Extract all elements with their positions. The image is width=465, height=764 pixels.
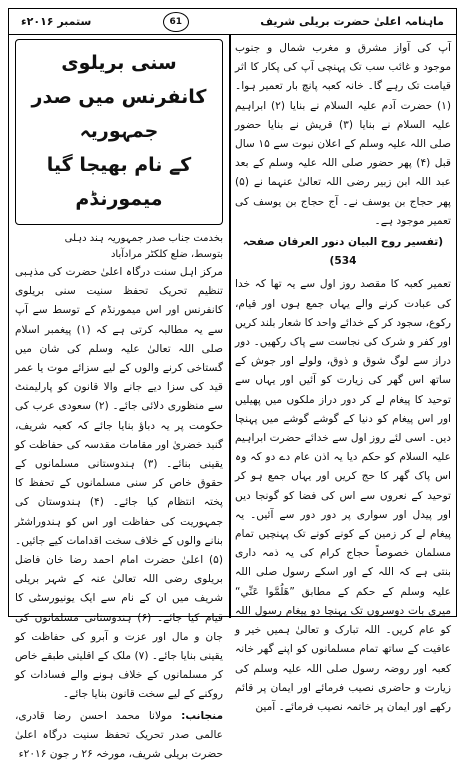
page-number: 61	[163, 12, 189, 32]
page-header	[9, 9, 456, 35]
memorandum-title-line-2: کے نام بھیجا گیا میمورنڈم	[46, 154, 192, 210]
memorandum-title-line-1: سنی بریلوی کانفرنس میں صدر جمہوریہ	[31, 52, 207, 142]
memorandum-body: مرکز اہل سنت درگاہ اعلیٰ حضرت کی مذہبی تنظیم تحریک تحفظ سنیت سنی بریلوی کانفرنس اور اس میمورنڈم کے توسط سے آپ سے یہ مطالبہ کرتی ہے کہ (۱) پیغمبر اسلام صلی اللہ تعالیٰ علیہ وسلم کی شان میں گستاخی کرنے والوں کے لیے سزائے موت یا عمر قید کی سزا دیے جانے والا قانون کو پارلیمنٹ سے منظوری دلائی جائے۔ (۲) سعودی عرب کی حکومت پر یہ دباؤ بنایا جائے کہ کعبہ شریف، گنبد خضریٰ اور مقامات مقدسہ کی حفاظت کو یقینی بنائے۔ (۳) ہندوستانی مسلمانوں کے حقوق خاص کر سنی مسلمانوں کے تحفظ کا پختہ انتظام کیا جائے۔ (۴) ہندوستان کی جمہوریت کی حفاظت اور اس کو ہندوراشٹر بنانے والوں کے خلاف سخت اقدامات کیے جائیں۔ (۵) اعلیٰ حضرت امام احمد رضا خان فاضل بریلوی رضی اللہ تعالیٰ عنہ کے شہر بریلی شریف میں ان کے نام سے ایک یونیورسٹی کا قیام کیا جائے۔ (۶) ہندوستانی مسلمانوں کی جان و مال اور عزت و آبرو کی حفاظت کو یقینی بنایا جائے۔ (۷) ملک کے اقلیتی طبقے خاص کر مسلمانوں کے خلاف ہونے والے فسادات کو روکنے کے لیے سخت قانون بنایا جائے۔	[15, 266, 223, 701]
address-block	[15, 231, 223, 263]
reference-citation: (تفسیر روح البیان دنور العرفان صفحہ 534)	[242, 236, 444, 268]
kaaba-history-paragraph: آپ کی آواز مشرق و مغرب شمال و جنوب موجود و غائب سب تک پہنچی آپ کی پکار کا اثر قیامت تک رہے گا۔ خانہ کعبہ پانچ بار تعمیر ہوا۔ (۱) حضرت آدم علیہ السلام نے بنایا (۲) ابراہیم علیہ السلام نے بنایا (۳) قریش نے بنایا حضور صلی اللہ علیہ وسلم کے اعلان نبوت سے ۱۵ سال قبل (۴) پھر حضور صلی اللہ علیہ وسلم کے بعد عبد اللہ ابن زبیر رضی اللہ تعالیٰ عنہما نے (۵) پھر حجاج بن یوسف نے۔ آج حجاج بن یوسف کی تعمیر موجود ہے۔	[235, 42, 452, 227]
address-line: بخدمت جناب صدر جمہوریہ ہند دہلی	[64, 233, 223, 244]
issue-date: ستمبر ۲۰۱۶ء	[21, 15, 92, 28]
magazine-title: ماہنامہ اعلیٰ حضرت بریلی شریف	[260, 15, 444, 28]
magazine-page	[8, 8, 457, 760]
left-column	[15, 39, 223, 764]
address-line: بتوسط، ضلع کلکٹر مرادآباد	[110, 249, 223, 260]
signoff-text: مولانا محمد احسن رضا قادری، عالمی صدر تحریک تحفظ سنیت درگاہ اعلیٰ حضرت بریلی شریف، مورخہ ۲۶ ر جون ۲۰۱۶ء	[15, 709, 223, 760]
signoff-label: منجانب:	[181, 709, 224, 722]
signoff	[15, 707, 223, 764]
right-column	[235, 39, 451, 719]
memorandum-title-box	[15, 39, 223, 225]
kaaba-purpose-paragraph: تعمیر کعبہ کا مقصد روز اول سے یہ تھا کہ خدا کی عبادت کرنے والے یہاں جمع ہوں اور قیام، رکوع، سجود کر کے خدائے واحد کا شعار بلند کریں اور کفر و شرک کی نجاست سے پاک رکھیں۔ دور دراز سے لوگ شوق و ذوق، ولولے اور جوش کے ساتھ اس گھر کی زیارت کو آئیں اور یہاں سے توحید کا پیغام لے کر دور دراز ملکوں میں پھیلیں اور اس پیغام کو دنیا کے گوشے گوشے میں پہنچا دیں۔ اسی لئے روز اول سے خدائے حضرت ابراہیم علیہ السلام کو حکم دیا یہ اذن عام دے دو کہ وہ اس پاک گھر کا حج کریں اور یہاں جمع ہو کر توحید کے نعروں سے اس کی فضا کو گونجا دیں اور پیدل اور سواری پر دور دور سے آئیں۔ یہ پیغام لے کر زمین کے کونے کونے تک پہنچیں تمام مسلمان خصوصاً حجاج کرام کی یہ ذمہ داری بنتی ہے کہ اللہ کے اور اسکے رسول صلی اللہ علیہ وسلم کے حکم کے مطابق ”هَلُمَّوا عَنِّي“ میری بات دوسروں تک پہنچا دو پیغام رسول اللہ کو عام کریں۔ اللہ تبارک و تعالیٰ ہمیں خیر و عافیت کے ساتھ تمام مسلمانوں کو اپنے گھر خانہ کعبہ اور روضہ رسول صلی اللہ علیہ وسلم کی زیارت و حاضری نصیب فرمائے اور ایمان پر قائم رکھے اور ایمان پر خاتمہ نصیب فرمائے۔ آمین	[235, 278, 451, 713]
column-divider	[229, 35, 231, 618]
